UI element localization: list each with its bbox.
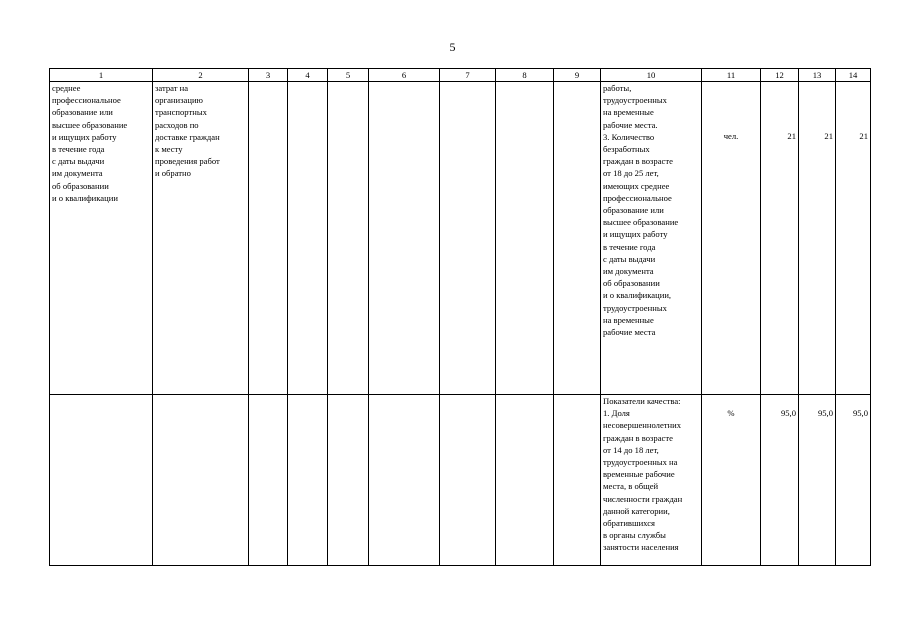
cell-empty: [249, 82, 288, 395]
col-header-2: 2: [153, 69, 249, 82]
cell-empty: [328, 395, 369, 566]
col-header-1: 1: [50, 69, 153, 82]
col-header-14: 14: [836, 69, 871, 82]
cell-empty: [50, 395, 153, 566]
cell-value-14: 95,0: [836, 395, 871, 566]
cell-unit: чел.: [702, 82, 761, 395]
cell-indicator: Показатели качества: 1. Доля несовершеннолетних граждан в возрасте от 14 до 18 лет, трудоустроенных на временные рабочие места, в общей численности граждан данной категории, обратившихся в органы службы занятости населения: [601, 395, 702, 566]
col-header-6: 6: [369, 69, 440, 82]
cell-empty: [328, 82, 369, 395]
header-row: [50, 69, 871, 82]
cell-indicator: работы, трудоустроенных на временные рабочие места. 3. Количество безработных граждан в возрасте от 18 до 25 лет, имеющих среднее профессиональное образование или высшее образование и ищущих работу в течение года с даты выдачи им документа об образовании и о квалификации, трудоустроенных на временные рабочие места: [601, 82, 702, 395]
cell-empty: [288, 395, 328, 566]
col-header-5: 5: [328, 69, 369, 82]
page-number: 5: [449, 40, 456, 54]
col-header-12: 12: [761, 69, 799, 82]
col-header-7: 7: [440, 69, 496, 82]
cell-empty: [440, 395, 496, 566]
cell-empty: [496, 395, 554, 566]
cell-empty: [554, 395, 601, 566]
cell-empty: [554, 82, 601, 395]
table-row: [50, 395, 871, 566]
col-header-4: 4: [288, 69, 328, 82]
cell-empty: [288, 82, 328, 395]
col-header-9: 9: [554, 69, 601, 82]
cell-value-13: 21: [799, 82, 836, 395]
cell-empty: [496, 82, 554, 395]
cell-costs: затрат на организацию транспортных расходов по доставке граждан к месту проведения работ и обратно: [153, 82, 249, 395]
col-header-13: 13: [799, 69, 836, 82]
cell-unit: %: [702, 395, 761, 566]
col-header-10: 10: [601, 69, 702, 82]
cell-value-13: 95,0: [799, 395, 836, 566]
cell-empty: [369, 395, 440, 566]
col-header-11: 11: [702, 69, 761, 82]
cell-value-14: 21: [836, 82, 871, 395]
cell-empty: [249, 395, 288, 566]
cell-value-12: 95,0: [761, 395, 799, 566]
cell-empty: [369, 82, 440, 395]
cell-empty: [440, 82, 496, 395]
col-header-3: 3: [249, 69, 288, 82]
table-row: [50, 82, 871, 395]
cell-value-12: 21: [761, 82, 799, 395]
cell-empty: [153, 395, 249, 566]
cell-category: среднее профессиональное образование или высшее образование и ищущих работу в течение года с даты выдачи им документа об образовании и о квалификации: [50, 82, 153, 395]
data-table: [49, 68, 871, 566]
col-header-8: 8: [496, 69, 554, 82]
